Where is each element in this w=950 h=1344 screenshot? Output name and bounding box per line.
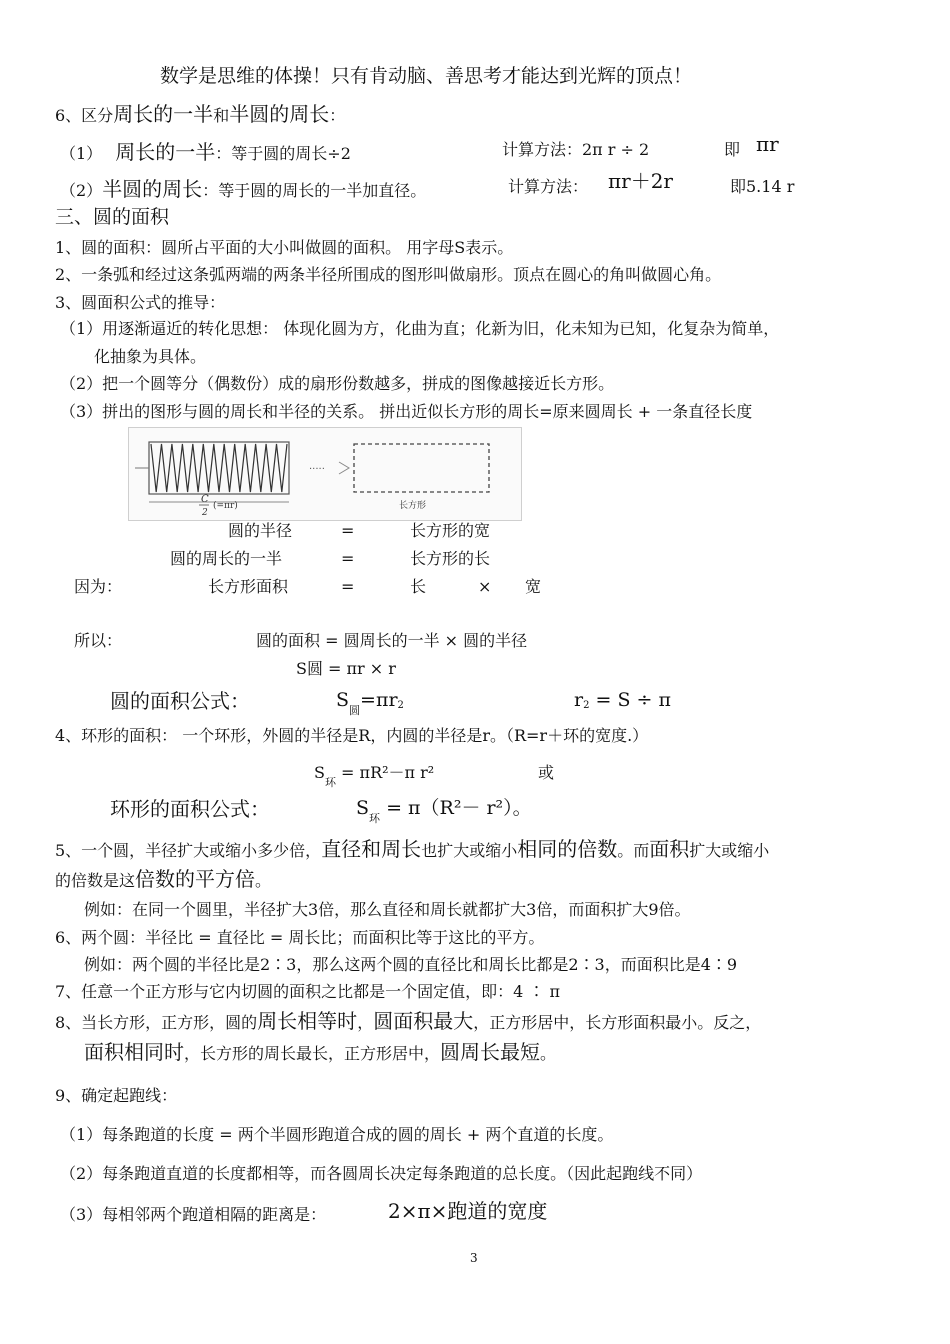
ring-p4: 4、环形的面积： 一个环形，外圆的半径是R，内圆的半径是r。（R=r＋环的宽度.） — [55, 726, 649, 745]
label-rect: 长方形 — [399, 501, 427, 511]
s6b-p: 6、两个圆：半径比 = 直径比 = 周长比；而面积比等于这比的平方。 — [55, 928, 545, 947]
s6-line-1: （1） 周长的一半：等于圆的周长÷2 — [60, 140, 351, 164]
s5-example: 例如：在同一个圆里，半径扩大3倍，那么直径和周长就都扩大3倍，而面积扩大9倍。 — [84, 900, 691, 919]
area-p1: 1、圆的面积：圆所占平面的大小叫做圆的面积。 用字母S表示。 — [55, 238, 514, 257]
rel1-right: 长方形的宽 — [410, 521, 491, 540]
area-heading: 三、圆的面积 — [55, 206, 170, 228]
ring-formula-1: $S_环 = \pi R^2-\pi$ r² — [314, 763, 435, 789]
s9-title: 9、确定起跑线： — [55, 1086, 178, 1105]
l2-term: 半圆的周长 — [102, 177, 203, 201]
section-6-num: 6、区分 — [55, 106, 114, 125]
because-label: 因为： — [74, 577, 123, 596]
ring-formula-label: 环形的面积公式： — [110, 797, 270, 821]
rel3-left: 长方形面积 — [208, 577, 289, 596]
svg-text:2: 2 — [202, 508, 208, 518]
area-p3-1b: 化抽象为具体。 — [94, 347, 207, 366]
s9-l3: （3）每相邻两个跑道相隔的距离是： — [60, 1205, 327, 1224]
rel2-right: 长方形的长 — [410, 549, 491, 568]
l2-desc: ：等于圆的周长的一半加直径。 — [202, 181, 427, 200]
section-6-title: 6、区分周长的一半和半圆的周长： — [55, 102, 346, 126]
transform-figure — [128, 427, 522, 521]
r-squared-formula: r2 = S ÷ π — [574, 689, 671, 711]
l1-ji: 即 — [724, 140, 741, 159]
rel3-eq: = — [341, 577, 355, 596]
s9-l1: （1）每条跑道的长度 = 两个半圆形跑道合成的圆的周长 + 两个直道的长度。 — [60, 1125, 614, 1144]
rel2-left: 圆的周长的一半 — [170, 549, 283, 568]
area-p3-1a: （1）用逐渐逼近的转化思想： 体现化圆为方，化曲为直；化新为旧，化未知为已知，化复杂为简单， — [60, 319, 780, 338]
area-p2: 2、一条弧和经过这条弧两端的两条半径所围成的图形叫做扇形。顶点在圆心的角叫做圆心角。 — [55, 265, 722, 284]
ring-formula-2: $S_环 = \pi(R^2- r^2)$。 — [356, 797, 532, 825]
s6-line-2: （2）半圆的周长：等于圆的周长的一半加直径。 — [60, 177, 427, 201]
s8-line-1: 8、当长方形，正方形，圆的周长相等时，圆面积最大，正方形居中，长方形面积最小。反之， — [55, 1009, 762, 1033]
rel1-left: 圆的半径 — [228, 521, 293, 540]
term-semicircle-perimeter: 半圆的周长 — [229, 102, 330, 126]
label-r: (=πr) — [213, 501, 238, 511]
l2-formula: πr＋2r — [608, 169, 673, 193]
circle-area-formula: $S_圆=\pi r2$ — [336, 689, 404, 717]
rectangle-shape — [354, 444, 489, 492]
area-p3-2: （2）把一个圆等分（偶数份）成的扇形份数越多，拼成的图像越接近长方形。 — [60, 374, 615, 393]
rel3-b: 宽 — [525, 577, 542, 596]
label-c: C — [201, 494, 209, 505]
s9-l3-formula: 2×π×跑道的宽度 — [388, 1199, 548, 1223]
rel3-a: 长 — [410, 577, 427, 596]
l2-calc: 计算方法： — [508, 177, 589, 196]
s-line: S圆 = πr × r — [296, 659, 396, 678]
l1-term: 周长的一半 — [115, 140, 216, 164]
s9-l2: （2）每条跑道直道的长度都相等，而各圆周长决定每条跑道的总长度。（因此起跑线不同） — [60, 1164, 703, 1183]
so-label: 所以： — [74, 631, 123, 650]
area-p3: 3、圆面积公式的推导： — [55, 293, 226, 312]
s7-p: 7、任意一个正方形与它内切圆的面积之比都是一个固定值，即：4 ∶ π — [55, 982, 561, 1001]
l1-result: πr — [756, 132, 779, 156]
header-motto: 数学是思维的体操！只有肯动脑、善思考才能达到光辉的顶点！ — [160, 65, 693, 87]
rel3-x: × — [478, 577, 492, 596]
svg-text:·····: ····· — [309, 464, 325, 475]
ring-or: 或 — [538, 763, 555, 782]
conj-and: 和 — [213, 106, 230, 125]
page-number: 3 — [470, 1251, 478, 1265]
formula-label: 圆的面积公式： — [110, 689, 250, 713]
rel1-eq: = — [341, 521, 355, 540]
s5-line-2: 的倍数是这倍数的平方倍。 — [55, 867, 272, 891]
s8-line-2: 面积相同时，长方形的周长最长，正方形居中，圆周长最短。 — [84, 1040, 557, 1064]
so-line: 圆的面积 = 圆周长的一半 × 圆的半径 — [256, 631, 528, 650]
area-p3-3: （3）拼出的图形与圆的周长和半径的关系。 拼出近似长方形的周长=原来圆周长 + 一条直径长度 — [60, 402, 753, 421]
s6b-example: 例如：两个圆的半径比是2∶3，那么这两个圆的直径比和周长比都是2∶3，而面积比是4∶9 — [84, 955, 738, 974]
sector-rectangle-diagram — [129, 428, 521, 520]
rel2-eq: = — [341, 549, 355, 568]
l1-calc: 计算方法：2π r ÷ 2 — [502, 140, 650, 159]
s5-line-1: 5、一个圆，半径扩大或缩小多少倍，直径和周长也扩大或缩小相同的倍数。而面积扩大或缩小 — [55, 837, 770, 861]
l1-desc: ：等于圆的周长÷2 — [215, 144, 351, 163]
term-half-circumference: 周长的一半 — [113, 102, 214, 126]
l2-ji: 即5.14 r — [730, 177, 795, 196]
zigzag-sectors — [149, 442, 289, 494]
